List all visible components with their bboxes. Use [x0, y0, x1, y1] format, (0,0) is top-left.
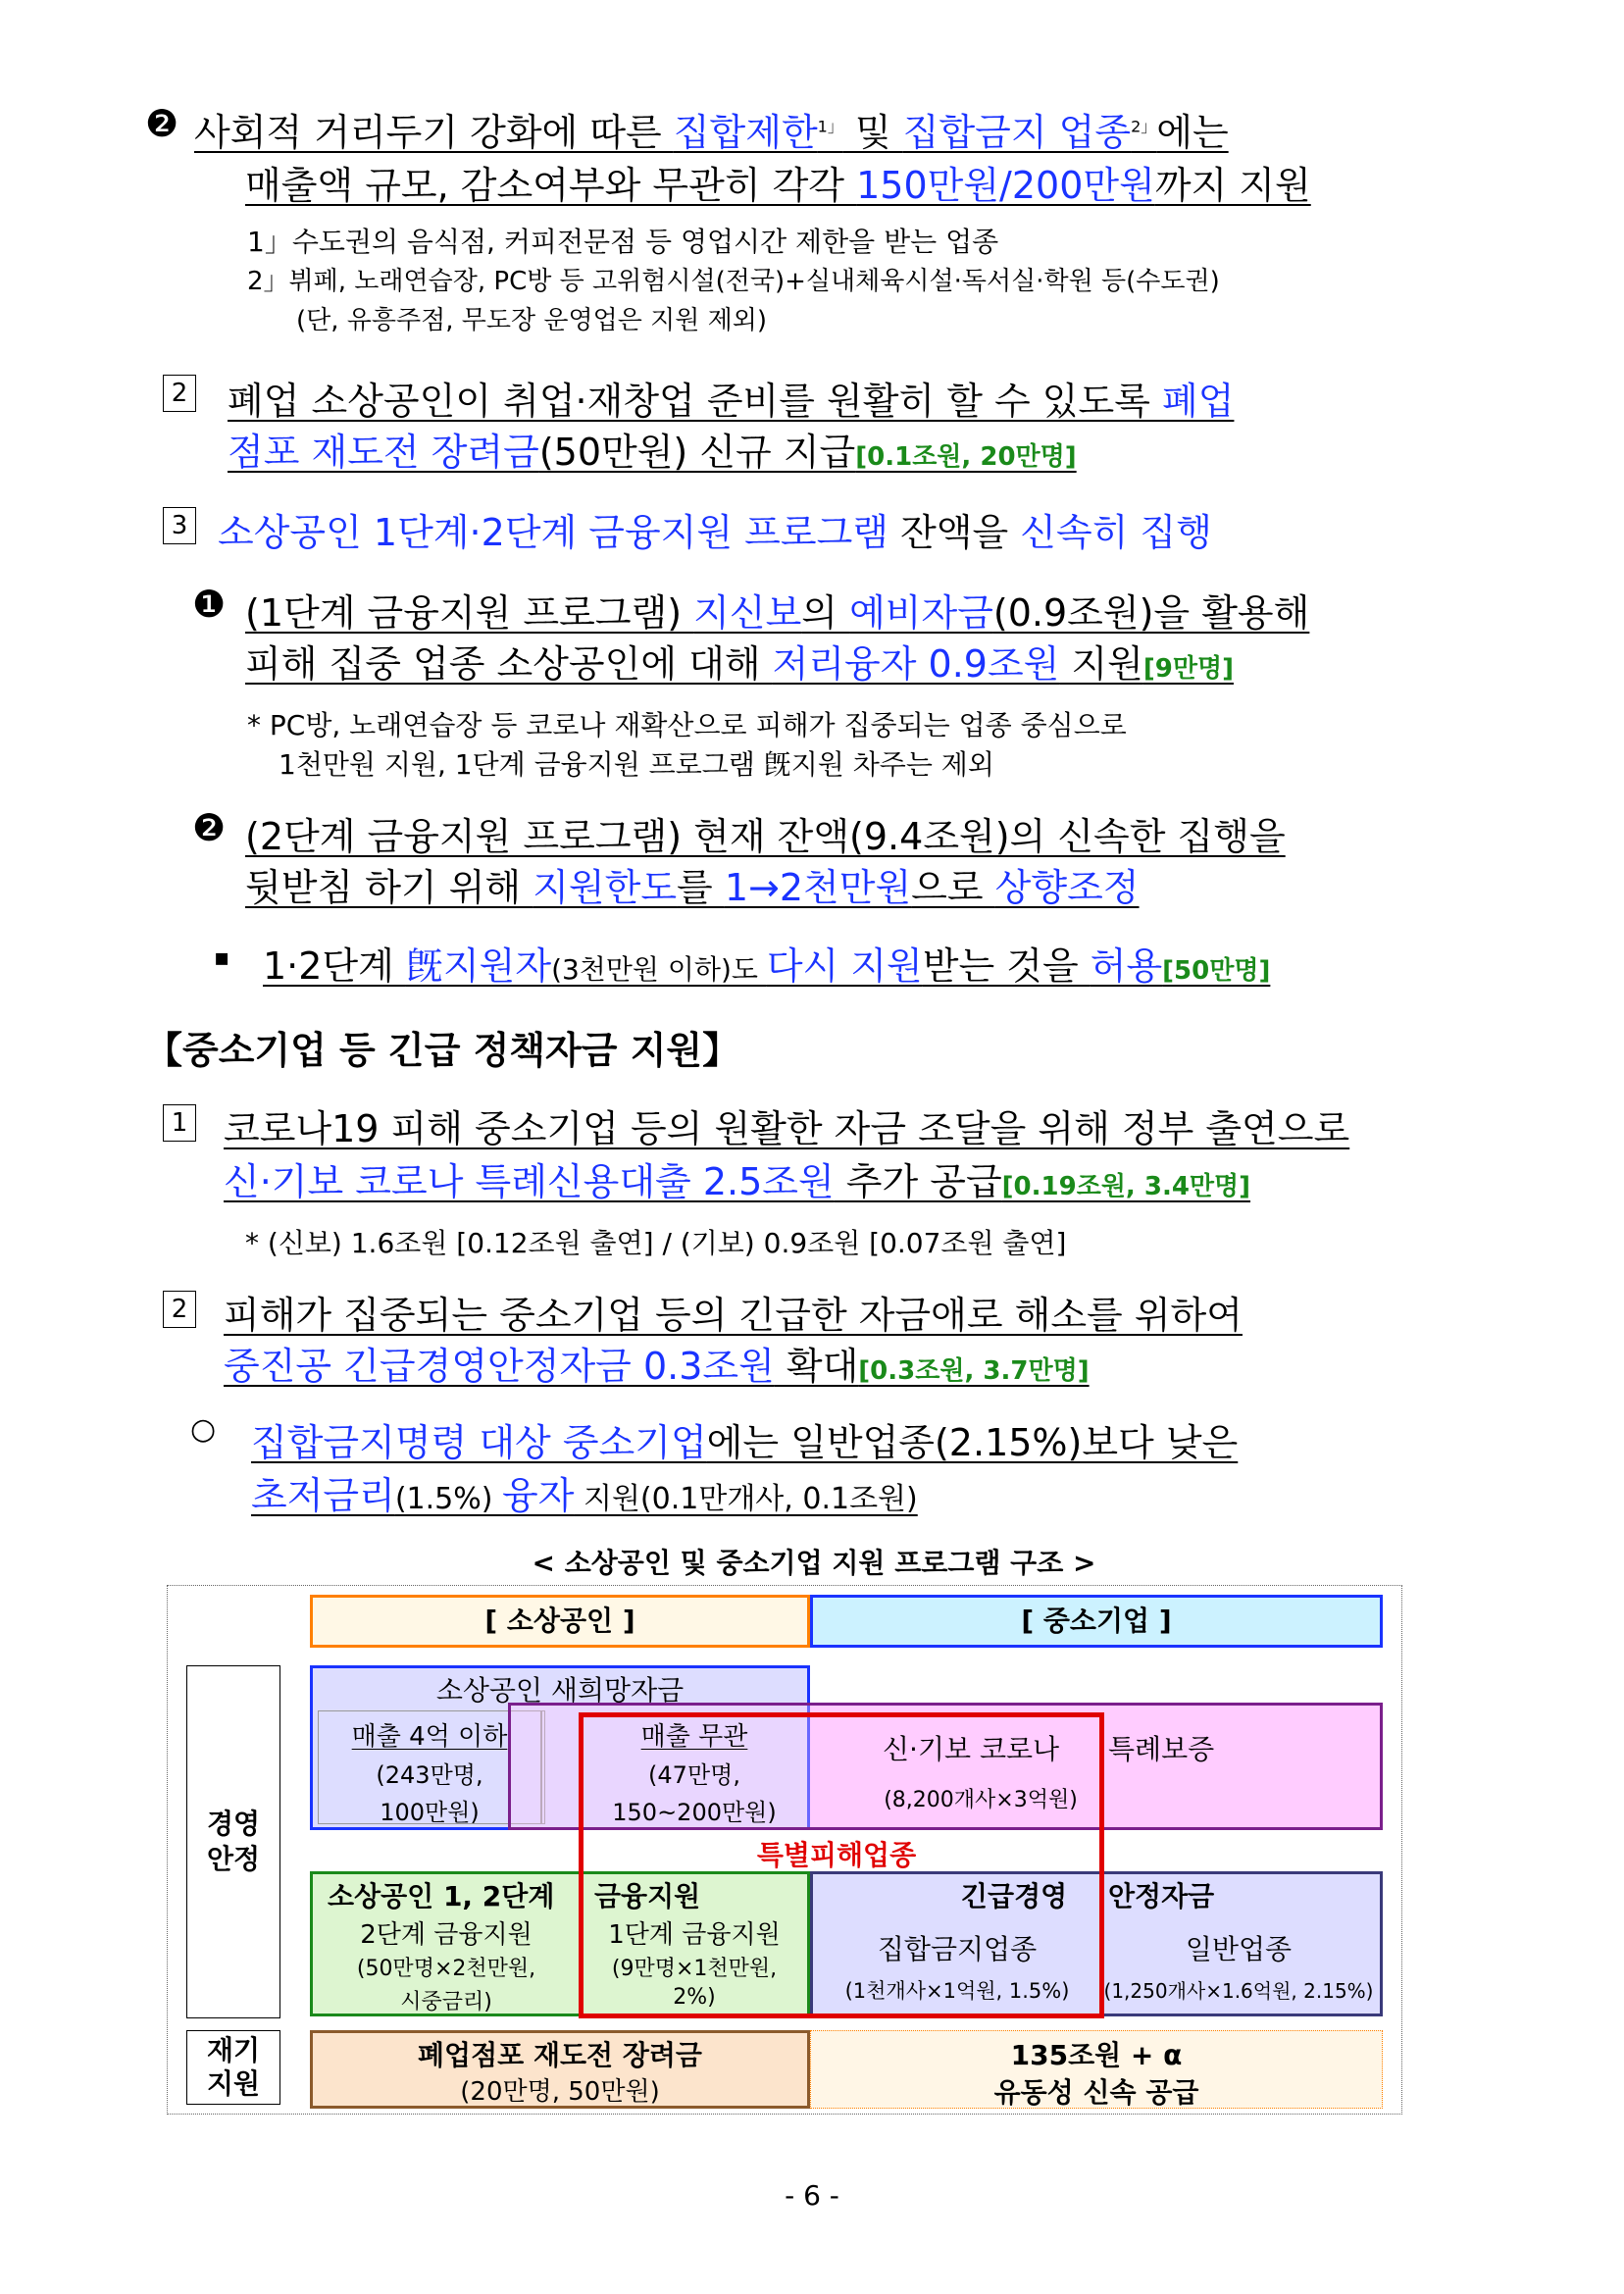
s2-l2-mid: (50만원) 신규 지급: [538, 431, 856, 474]
corona-title-2: 특례보증: [1108, 1733, 1215, 1765]
s3-b1-l2-g: [9만명]: [1142, 654, 1234, 684]
sme-p1-line1: [224, 1098, 1349, 1152]
s3-sq-pre: 1·2단계: [263, 944, 406, 988]
s3-sq-m2: 받는 것을: [922, 944, 1091, 988]
hope-a1-text: 매출 4억 이하: [351, 1722, 508, 1752]
s3-t-b2: 신속히 집행: [1020, 511, 1212, 554]
sme-p2-l2-g: [0.3조원, 3.7만명]: [858, 1356, 1090, 1386]
s1-note2: 2」뷔페, 노래연습장, PC방 등 고위험시설(전국)+실내체육시설·독서실·학원 등(수도권): [247, 267, 1220, 296]
side2-text: 재기 지원: [206, 2034, 261, 2100]
s3-t-mid: 잔액을: [888, 511, 1021, 554]
s2-l1-pre: 폐업 소상공인이 취업·재창업 준비를 원활히 할 수 있도록: [228, 380, 1162, 423]
sme-p2-l1: 피해가 집중되는 중소기업 등의 긴급한 자금애로 해소를 위하여: [224, 1294, 1243, 1337]
s3-b1-note1: * PC방, 노래연습장 등 코로나 재확산으로 피해가 집중되는 업종 중심으로: [247, 709, 1127, 741]
s2-line1: [228, 371, 1234, 425]
s2-l2-b: 점포 재도전 장려금: [228, 431, 539, 474]
s3-b1-l1-b1: 지신보: [693, 591, 802, 635]
s3-sq-b2: 다시 지원: [766, 944, 923, 988]
sme-num-1: 1: [171, 1108, 188, 1138]
s3-b2-l2-m2: 으로: [911, 866, 995, 909]
header-sme: [810, 1595, 1383, 1648]
fin-a3: 시중금리): [400, 1990, 492, 2014]
fin-header-1: 소상공인 1, 2단계: [328, 1880, 555, 1912]
fin-b2: (9만명×1천만원,: [611, 1957, 778, 1981]
side-label-management: [186, 1665, 280, 2018]
s3-b2-line1: [192, 806, 1286, 860]
emer-b2: (1,250개사×1.6억원, 2.15%): [1103, 1979, 1374, 2003]
s3-b1-l2-post: 지원: [1059, 642, 1143, 686]
sme-p1-l2-b: 신·기보 코로나 특례신용대출 2.5조원: [224, 1160, 835, 1203]
sme-c-l2-b1: 초저금리: [251, 1474, 395, 1517]
sme-p2-l2-post: 확대: [774, 1345, 859, 1388]
s3-title: [218, 502, 1212, 556]
s3-b1-line1: [192, 583, 1310, 637]
s3-b2-l2-b2: 1→2천만원: [724, 866, 912, 909]
hope-a3: 100만원): [380, 1799, 480, 1826]
num-box-sme-2: [163, 1291, 196, 1328]
s1-l2-b: 150만원/200만원: [856, 164, 1155, 207]
s3-sq-b3: 허용: [1090, 944, 1163, 988]
s3-b2-l2-pre: 뒷받침 하기 위해: [245, 866, 533, 909]
num-3: 3: [171, 511, 188, 540]
closure-sub: (20만명, 50만원): [460, 2077, 660, 2107]
emer-a2: (1천개사×1억원, 1.5%): [844, 1979, 1070, 2003]
s1-l1-post: 에는: [1156, 111, 1229, 154]
emer-a1: 집합금지업종: [877, 1933, 1038, 1965]
s3-b2-l1: (2단계 금융지원 프로그램) 현재 잔액(9.4조원)의 신속한 집행을: [245, 815, 1286, 858]
diagram-title: < 소상공인 및 중소기업 지원 프로그램 구조 >: [532, 1547, 1096, 1579]
fin-a2: (50만명×2천만원,: [356, 1957, 536, 1981]
hope-a2: (243만명,: [376, 1761, 483, 1789]
num-box-2: [163, 375, 196, 412]
s2-l2-g: [0.1조원, 20만명]: [855, 442, 1077, 472]
sme-c-l2-b2: 융자: [502, 1474, 575, 1517]
page-number: - 6 -: [785, 2179, 839, 2212]
s2-l1-b: 폐업: [1162, 380, 1235, 423]
s1-l2-pre: 매출액 규모, 감소여부와 무관히 각각: [245, 164, 857, 207]
hdr-small-text: [ 소상공인 ]: [484, 1605, 635, 1637]
s3-b1-l1-pre: (1단계 금융지원 프로그램): [245, 591, 694, 635]
circle-bullet-icon: ○: [190, 1412, 217, 1447]
s3-b1-line2: [245, 634, 1234, 688]
sme-p1-note: * (신보) 1.6조원 [0.12조원 출연] / (기보) 0.9조원 [0.07조원 출연]: [245, 1227, 1067, 1259]
s1-l1-mid: 및: [842, 111, 903, 154]
bullet-2-icon: ❷: [145, 102, 179, 145]
sme-p1-l2-post: 추가 공급: [834, 1160, 1002, 1203]
s1-l1-pre: 사회적 거리두기 강화에 따른: [194, 111, 674, 154]
square-bullet-icon: ▪: [214, 943, 230, 971]
bullet-1-icon: ❶: [192, 583, 227, 626]
side-label-revival: [186, 2030, 280, 2105]
side1-text: 경영 안정: [206, 1808, 261, 1875]
sme-c-line2: [251, 1465, 918, 1519]
sme-p1-line2: [224, 1151, 1250, 1205]
hope-b2: (47만명,: [648, 1761, 740, 1789]
emer-header-2: 안정자금: [1108, 1880, 1215, 1912]
liquidity-title: 135조원 + α: [1010, 2039, 1183, 2071]
special-damage-label: 특별피해업종: [756, 1839, 917, 1871]
sme-p2-line2: [224, 1336, 1090, 1390]
s3-b2-line2: [245, 857, 1140, 911]
s1-line1: [145, 102, 1229, 156]
sme-heading: 【중소기업 등 긴급 정책자금 지원】: [145, 1029, 740, 1072]
emer-b1: 일반업종: [1185, 1933, 1293, 1965]
header-small-business: [310, 1595, 810, 1648]
s2-line2: [228, 422, 1077, 476]
bullet-2b-icon: ❷: [192, 806, 227, 849]
sme-p1-l1: 코로나19 피해 중소기업 등의 원활한 자금 조달을 위해 정부 출연으로: [224, 1107, 1350, 1150]
corona-title-1: 신·기보 코로나: [883, 1733, 1060, 1765]
s3-b1-l1-b2: 예비자금: [849, 591, 993, 635]
sme-c-l2-m: (1.5%): [394, 1482, 503, 1516]
s3-b1-note2: 1천만원 지원, 1단계 금융지원 프로그램 旣지원 차주는 제외: [279, 748, 994, 781]
s1-l1-b1: 집합제한: [673, 111, 818, 154]
sme-c-line1: [190, 1412, 1239, 1466]
closure-title: 폐업점포 재도전 장려금: [418, 2039, 702, 2071]
sme-c-l1-post: 에는 일반업종(2.15%)보다 낮은: [706, 1421, 1239, 1464]
s1-line2: [245, 155, 1311, 209]
liquidity-sub: 유동성 신속 공급: [993, 2076, 1199, 2109]
num-box-3: [163, 507, 196, 544]
s1-sup1: 1」: [817, 117, 843, 136]
num-2: 2: [171, 379, 188, 408]
s1-l1-b2: 집합금지 업종: [902, 111, 1132, 154]
s1-note3: (단, 유흥주점, 무도장 운영업은 지원 제외): [296, 306, 767, 335]
s3-b1-l1-post: (0.9조원)을 활용해: [992, 591, 1310, 635]
s1-l2-post: 까지 지원: [1154, 164, 1311, 207]
hdr-sme-text: [ 중소기업 ]: [1021, 1605, 1172, 1637]
s3-b2-l2-m1: 를: [677, 866, 725, 909]
sme-p2-line1: [224, 1285, 1243, 1339]
s3-sq-line: [214, 936, 1271, 990]
sme-num-2: 2: [171, 1295, 188, 1324]
special-damage-frame: [579, 1712, 1104, 2018]
corona-sub: (8,200개사×3억원): [884, 1788, 1078, 1812]
s3-b1-l2-b: 저리융자 0.9조원: [772, 642, 1060, 686]
s1-note1: 1」수도권의 음식점, 커피전문점 등 영업시간 제한을 받는 업종: [247, 226, 999, 258]
num-box-sme-1: [163, 1104, 196, 1142]
s3-sq-m1: (3천만원 이하)도: [551, 953, 767, 986]
fin-header-2: 금융지원: [594, 1880, 701, 1912]
s3-b2-l2-b3: 상향조정: [994, 866, 1140, 909]
sme-p1-l2-g: [0.19조원, 3.4만명]: [1001, 1172, 1251, 1201]
hope-b3: 150~200만원): [612, 1799, 777, 1826]
s3-b1-l2-pre: 피해 집중 업종 소상공인에 대해: [245, 642, 773, 686]
sme-c-l1-b: 집합금지명령 대상 중소기업: [251, 1421, 707, 1464]
hope-fund-title: 소상공인 새희망자금: [435, 1674, 685, 1707]
fin-b3: 2%): [673, 1985, 716, 2010]
sme-p2-l2-b: 중진공 긴급경영안정자금 0.3조원: [224, 1345, 775, 1388]
s3-sq-b1: 旣지원자: [405, 944, 552, 988]
emer-header-1: 긴급경영: [961, 1880, 1068, 1912]
s3-b2-l2-b1: 지원한도: [533, 866, 678, 909]
s3-b1-l1-m: 의: [801, 591, 850, 635]
s1-sup2: 2」: [1131, 117, 1157, 136]
s3-sq-g: [50만명]: [1162, 956, 1271, 986]
sme-c-l2-post: 지원(0.1만개사, 0.1조원): [574, 1482, 918, 1516]
s3-t-b1: 소상공인 1단계·2단계 금융지원 프로그램: [218, 511, 888, 554]
hope-b1-text: 매출 무관: [640, 1722, 748, 1752]
fin-b1: 1단계 금융지원: [608, 1920, 781, 1950]
fin-a1: 2단계 금융지원: [360, 1920, 533, 1950]
